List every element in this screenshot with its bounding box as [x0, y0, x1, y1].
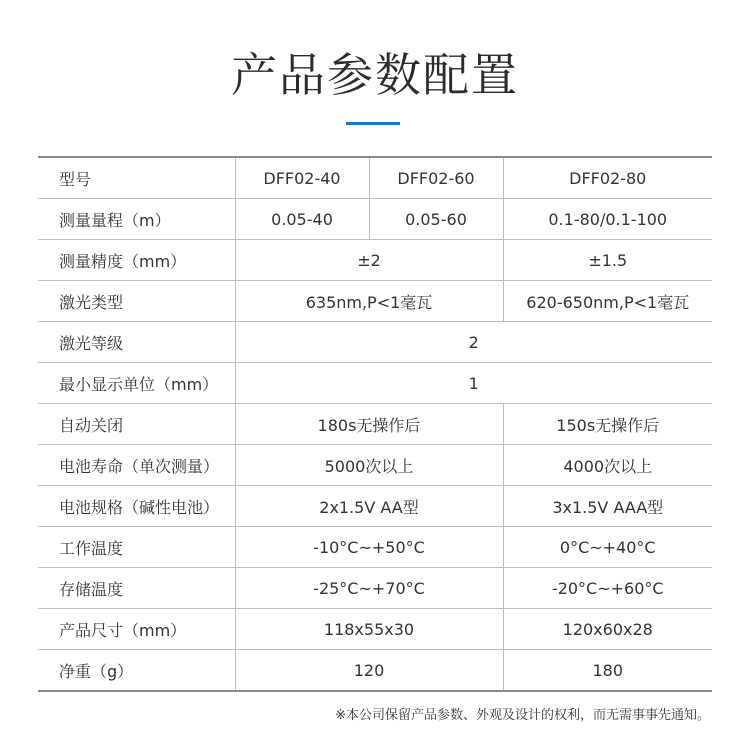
row-label: 工作温度: [38, 527, 235, 568]
row-label: 激光类型: [38, 281, 235, 322]
row-label: 测量量程（m）: [38, 199, 235, 240]
row-label: 净重（g）: [38, 650, 235, 692]
cell-value: 2x1.5V AA型: [235, 486, 503, 527]
table-row: [38, 240, 712, 281]
cell-value: 180: [503, 650, 712, 692]
cell-value: DFF02-80: [503, 157, 712, 199]
cell-value: 0.05-60: [369, 199, 503, 240]
cell-value: DFF02-60: [369, 157, 503, 199]
cell-value: 120x60x28: [503, 609, 712, 650]
row-label: 激光等级: [38, 322, 235, 363]
cell-value: 120: [235, 650, 503, 692]
cell-value: 3x1.5V AAA型: [503, 486, 712, 527]
table-row: [38, 199, 712, 240]
table-row: [38, 157, 712, 199]
cell-value: 5000次以上: [235, 445, 503, 486]
table-row: [38, 322, 712, 363]
cell-value: 2: [235, 322, 712, 363]
page-title: 产品参数配置: [231, 48, 519, 102]
table-row: [38, 568, 712, 609]
cell-value: ±2: [235, 240, 503, 281]
cell-value: -20°C~+60°C: [503, 568, 712, 609]
table-row: [38, 281, 712, 322]
cell-value: -25°C~+70°C: [235, 568, 503, 609]
row-label: 电池规格（碱性电池）: [38, 486, 235, 527]
row-label: 产品尺寸（mm）: [38, 609, 235, 650]
table-row: [38, 609, 712, 650]
row-label: 最小显示单位（mm）: [38, 363, 235, 404]
row-label: 型号: [38, 157, 235, 199]
cell-value: 118x55x30: [235, 609, 503, 650]
cell-value: 620-650nm,P<1毫瓦: [503, 281, 712, 322]
cell-value: 4000次以上: [503, 445, 712, 486]
cell-value: ±1.5: [503, 240, 712, 281]
table-row: [38, 404, 712, 445]
title-underline: [346, 122, 400, 125]
spec-table: [38, 156, 712, 692]
cell-value: 150s无操作后: [503, 404, 712, 445]
cell-value: 0.1-80/0.1-100: [503, 199, 712, 240]
table-row: [38, 445, 712, 486]
table-row: [38, 650, 712, 692]
row-label: 存储温度: [38, 568, 235, 609]
table-row: [38, 527, 712, 568]
row-label: 自动关闭: [38, 404, 235, 445]
table-row: [38, 486, 712, 527]
cell-value: 0.05-40: [235, 199, 369, 240]
row-label: 电池寿命（单次测量）: [38, 445, 235, 486]
cell-value: DFF02-40: [235, 157, 369, 199]
cell-value: 180s无操作后: [235, 404, 503, 445]
footnote: ※本公司保留产品参数、外观及设计的权利，而无需事事先通知。: [335, 708, 710, 723]
row-label: 测量精度（mm）: [38, 240, 235, 281]
cell-value: 1: [235, 363, 712, 404]
cell-value: -10°C~+50°C: [235, 527, 503, 568]
cell-value: 0°C~+40°C: [503, 527, 712, 568]
cell-value: 635nm,P<1毫瓦: [235, 281, 503, 322]
table-row: [38, 363, 712, 404]
